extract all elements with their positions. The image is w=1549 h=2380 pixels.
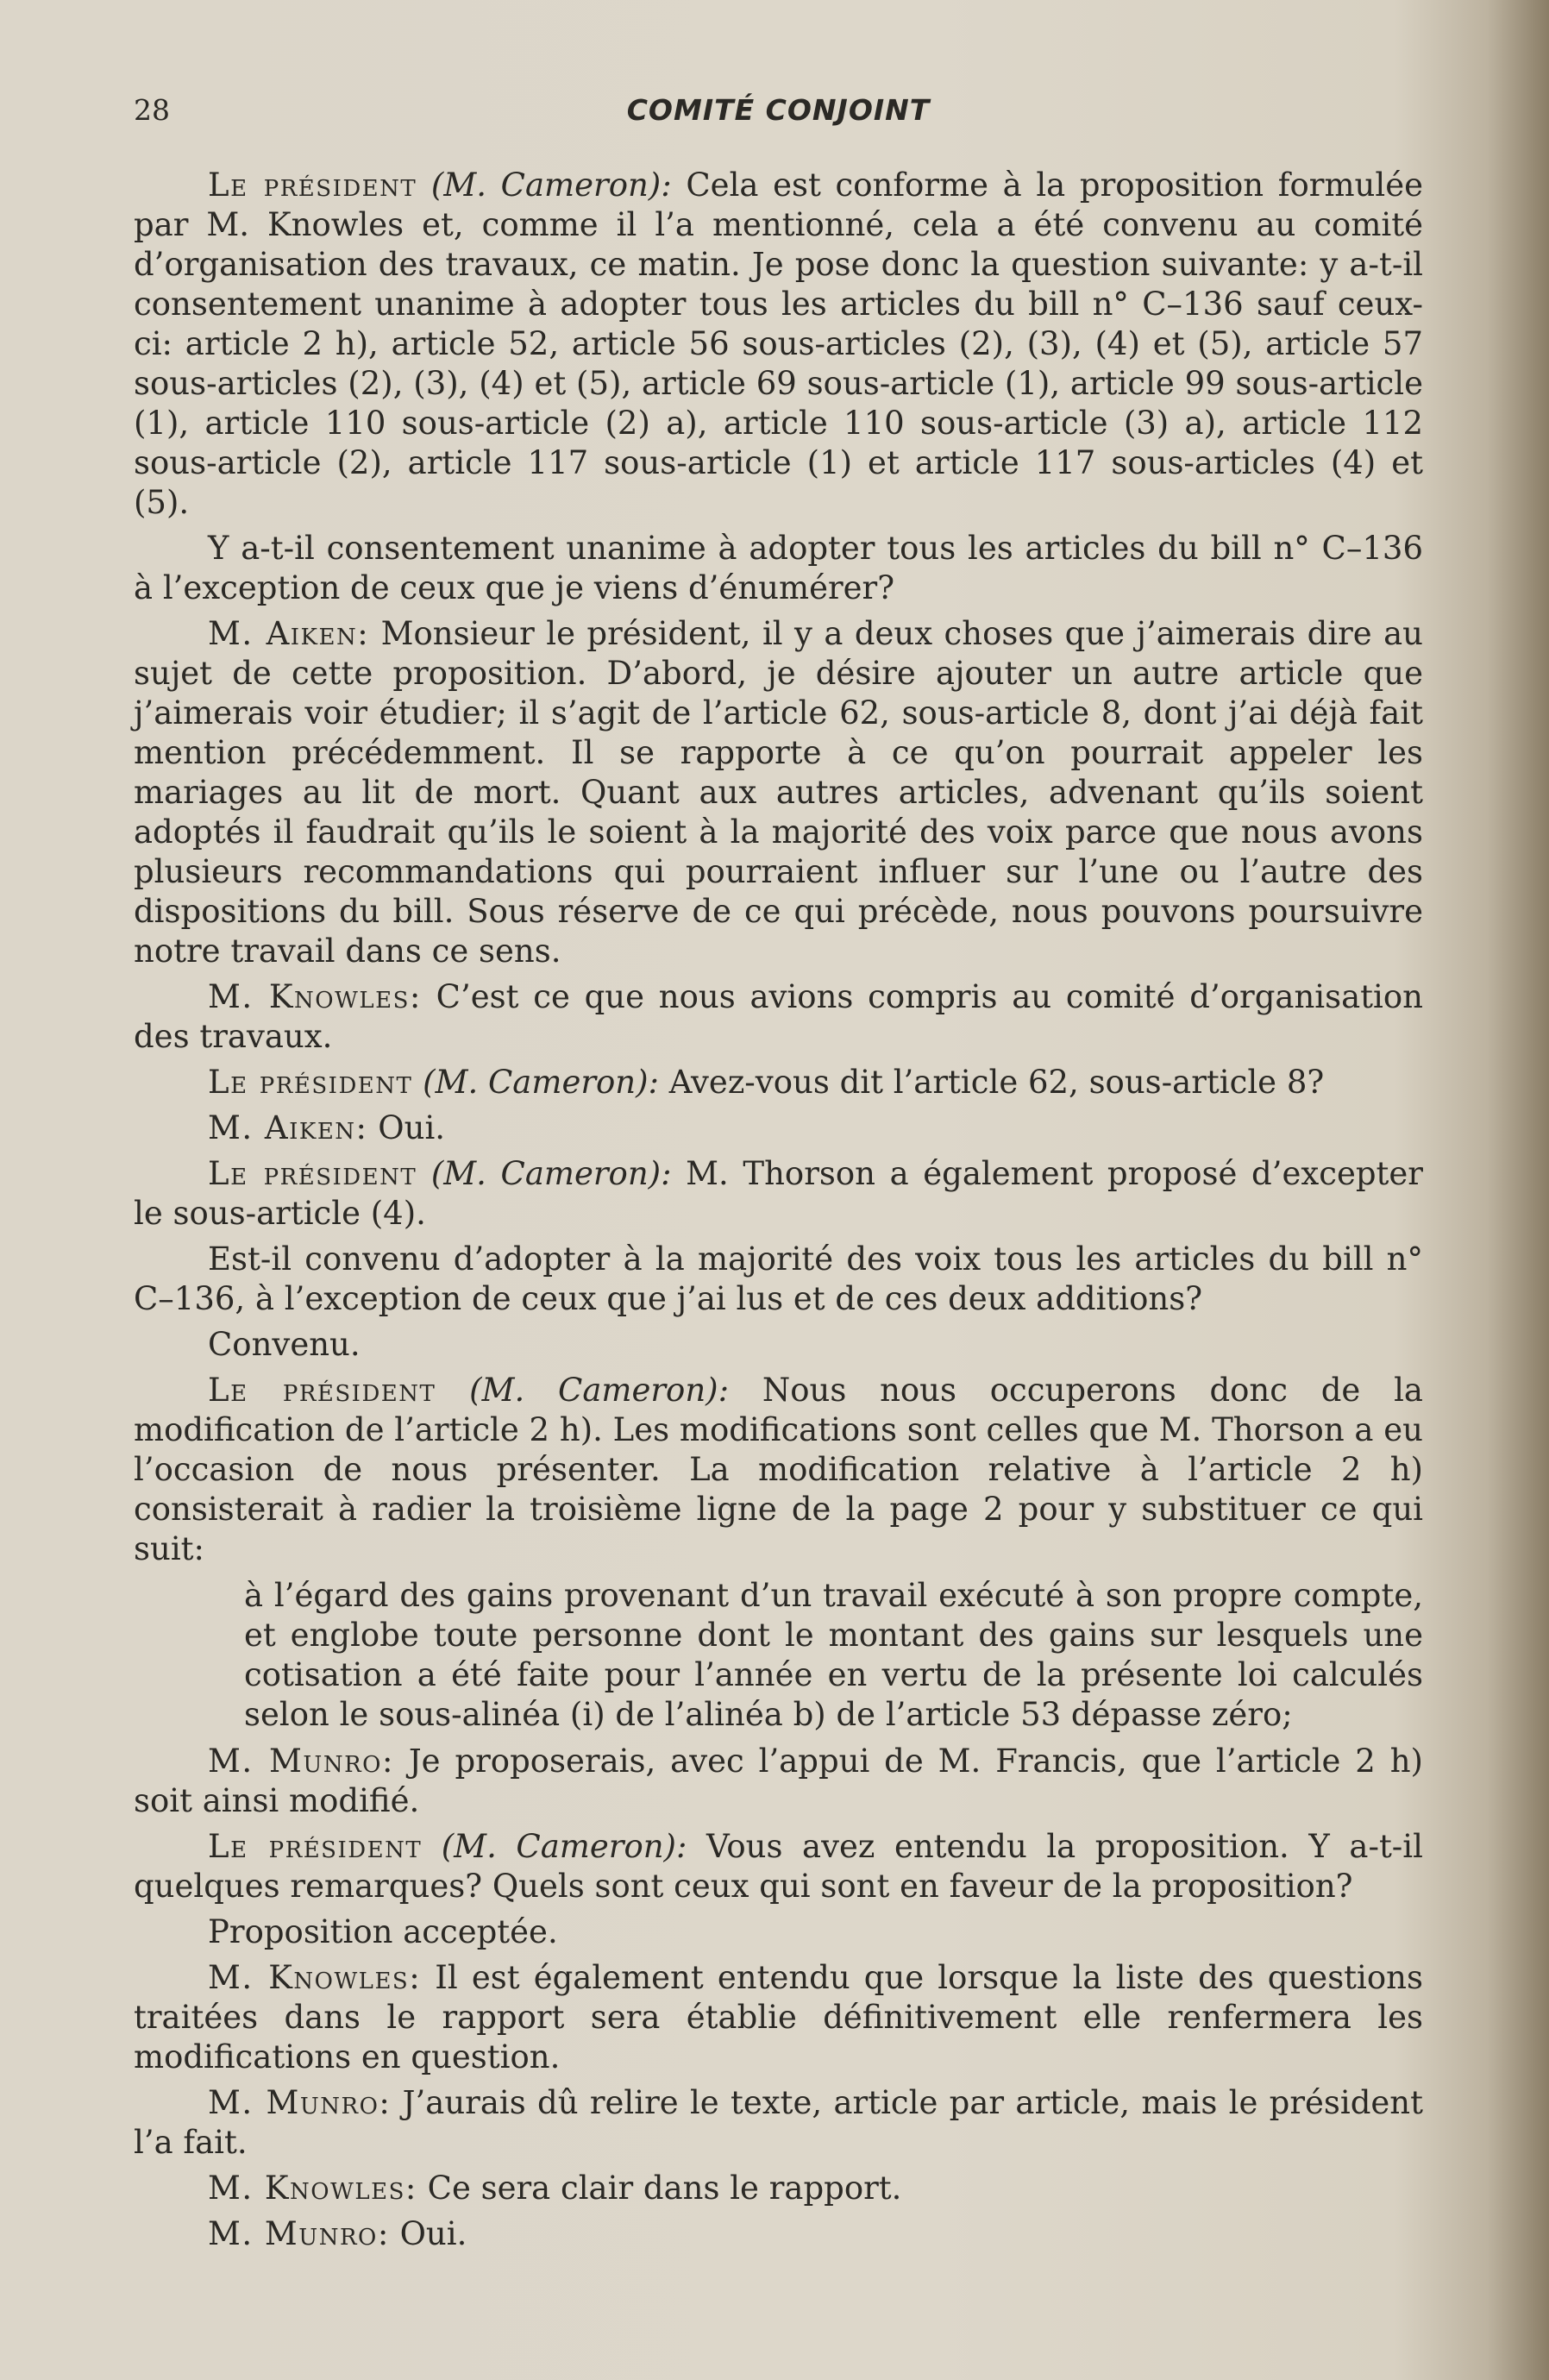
block-quote xyxy=(244,1576,1423,1735)
paragraph-text: Monsieur le président, il y a deux choses que j’aimerais dire au sujet de cette proposition. D’abord, je désire ajouter un autre article que j’aimerais voir étudier; il s’agit de l’article 62, sous-article 8, dont j’ai déjà fait mention précédemment. Il se rapporte à ce qu’on pourrait appeler les mariages au lit de mort. Quant aux autres articles, advenant qu’ils soient adoptés il faudrait qu’ils le soient à la majorité des voix parce que nous avons plusieurs recommandations qui pourraient influer sur l’une ou l’autre des dispositions du bill. Sous réserve de ce qui précède, nous pouvons poursuivre notre travail dans ce sens. xyxy=(134,615,1423,970)
transcript-body xyxy=(134,166,1423,2260)
paragraph xyxy=(134,1325,1423,1365)
paragraph xyxy=(134,2083,1423,2163)
speaker-aside: (M. Cameron): xyxy=(423,1064,660,1101)
paragraph xyxy=(134,1958,1423,2077)
paragraph xyxy=(134,1154,1423,1234)
paragraph xyxy=(134,1742,1423,1821)
speaker-aside: (M. Cameron): xyxy=(430,166,672,204)
page-number: 28 xyxy=(134,93,170,127)
paragraph xyxy=(134,166,1423,523)
speaker-name: M. Knowles: xyxy=(208,2170,417,2207)
paragraph xyxy=(134,1063,1423,1102)
paragraph-text: Y a-t-il consentement unanime à adopter tous les articles du bill n° C–136 à l’exception de ceux que je viens d’énumérer? xyxy=(134,530,1423,606)
paragraph xyxy=(134,529,1423,608)
quote-text: à l’égard des gains provenant d’un travail exécuté à son propre compte, et englobe toute personne dont le montant des gains sur lesquels une cotisation a été faite pour l’année en vertu de la présente loi calculés selon le sous-alinéa (i) de l’alinéa b) de l’article 53 dépasse zéro; xyxy=(244,1577,1423,1733)
paragraph-text: Cela est conforme à la proposition formulée par M. Knowles et, comme il l’a mentionné, cela a été convenu au comité d’organisation des travaux, ce matin. Je pose donc la question suivante: y a-t-il consentement unanime à adopter tous les articles du bill n° C–136 sauf ceux-ci: article 2 h), article 52, article 56 sous-articles (2), (3), (4) et (5), article 57 sous-articles (2), (3), (4) et (5), article 69 sous-article (1), article 99 sous-article (1), article 110 sous-article (2) a), article 110 sous-article (3) a), article 112 sous-article (2), article 117 sous-article (1) et article 117 sous-articles (4) et (5). xyxy=(134,166,1423,521)
paragraph xyxy=(134,1912,1423,1952)
paragraph-text: Avez-vous dit l’article 62, sous-article 8? xyxy=(659,1064,1325,1101)
paragraph xyxy=(134,2214,1423,2254)
paragraph-text: Est-il convenu d’adopter à la majorité des voix tous les articles du bill n° C–136, à l’exception de ceux que j’ai lus et de ces deux additions? xyxy=(134,1240,1423,1317)
paragraph xyxy=(134,1108,1423,1148)
running-title: COMITÉ CONJOINT xyxy=(626,93,931,127)
speaker-name: Le président xyxy=(208,1828,423,1865)
paragraph-text: Je proposerais, avec l’appui de M. Francis, que l’article 2 h) soit ainsi modifié. xyxy=(134,1743,1423,1819)
speaker-name: M. Munro: xyxy=(208,2215,390,2252)
paragraph-text: Il est également entendu que lorsque la liste des questions traitées dans le rapport sera établie définitivement elle renfermera les modifications en question. xyxy=(134,1959,1423,2075)
paragraph xyxy=(134,1240,1423,1319)
paragraph-text: Convenu. xyxy=(208,1326,361,1363)
paragraph-text: C’est ce que nous avions compris au comité d’organisation des travaux. xyxy=(134,978,1423,1055)
paragraph-text: Proposition acceptée. xyxy=(208,1913,558,1950)
speaker-name: M. Munro: xyxy=(208,2084,392,2121)
page-header xyxy=(134,93,1423,131)
speaker-name: Le président xyxy=(208,1372,436,1409)
paragraph xyxy=(134,1371,1423,1569)
paragraph xyxy=(134,2169,1423,2208)
paragraph-text: Vous avez entendu la proposition. Y a-t-il quelques remarques? Quels sont ceux qui sont en faveur de la proposition? xyxy=(134,1828,1423,1905)
speaker-name: M. Aiken: xyxy=(208,615,370,652)
speaker-aside: (M. Cameron): xyxy=(469,1372,730,1409)
paragraph xyxy=(134,614,1423,971)
speaker-name: Le président xyxy=(208,1155,417,1192)
paragraph-text: J’aurais dû relire le texte, article par article, mais le président l’a fait. xyxy=(134,2084,1424,2161)
paragraph-text: Ce sera clair dans le rapport. xyxy=(417,2170,902,2207)
paragraph xyxy=(134,1827,1423,1906)
paragraph-text: Oui. xyxy=(367,1109,446,1146)
paragraph-text: Nous nous occuperons donc de la modification de l’article 2 h). Les modifications sont celles que M. Thorson a eu l’occasion de nous présenter. La modification relative à l’article 2 h) consisterait à radier la troisième ligne de la page 2 pour y substituer ce qui suit: xyxy=(134,1372,1423,1567)
speaker-name: Le président xyxy=(208,1064,413,1101)
speaker-name: M. Aiken: xyxy=(208,1109,368,1146)
paragraph-text: M. Thorson a également proposé d’excepter le sous-article (4). xyxy=(134,1155,1423,1232)
speaker-name: M. Munro: xyxy=(208,1743,394,1780)
speaker-name: M. Knowles: xyxy=(208,1959,422,1996)
speaker-name: M. Knowles: xyxy=(208,978,422,1015)
paragraph-text: Oui. xyxy=(389,2215,467,2252)
speaker-aside: (M. Cameron): xyxy=(430,1155,672,1192)
paragraph xyxy=(134,977,1423,1057)
speaker-aside: (M. Cameron): xyxy=(441,1828,687,1865)
speaker-name: Le président xyxy=(208,166,417,204)
